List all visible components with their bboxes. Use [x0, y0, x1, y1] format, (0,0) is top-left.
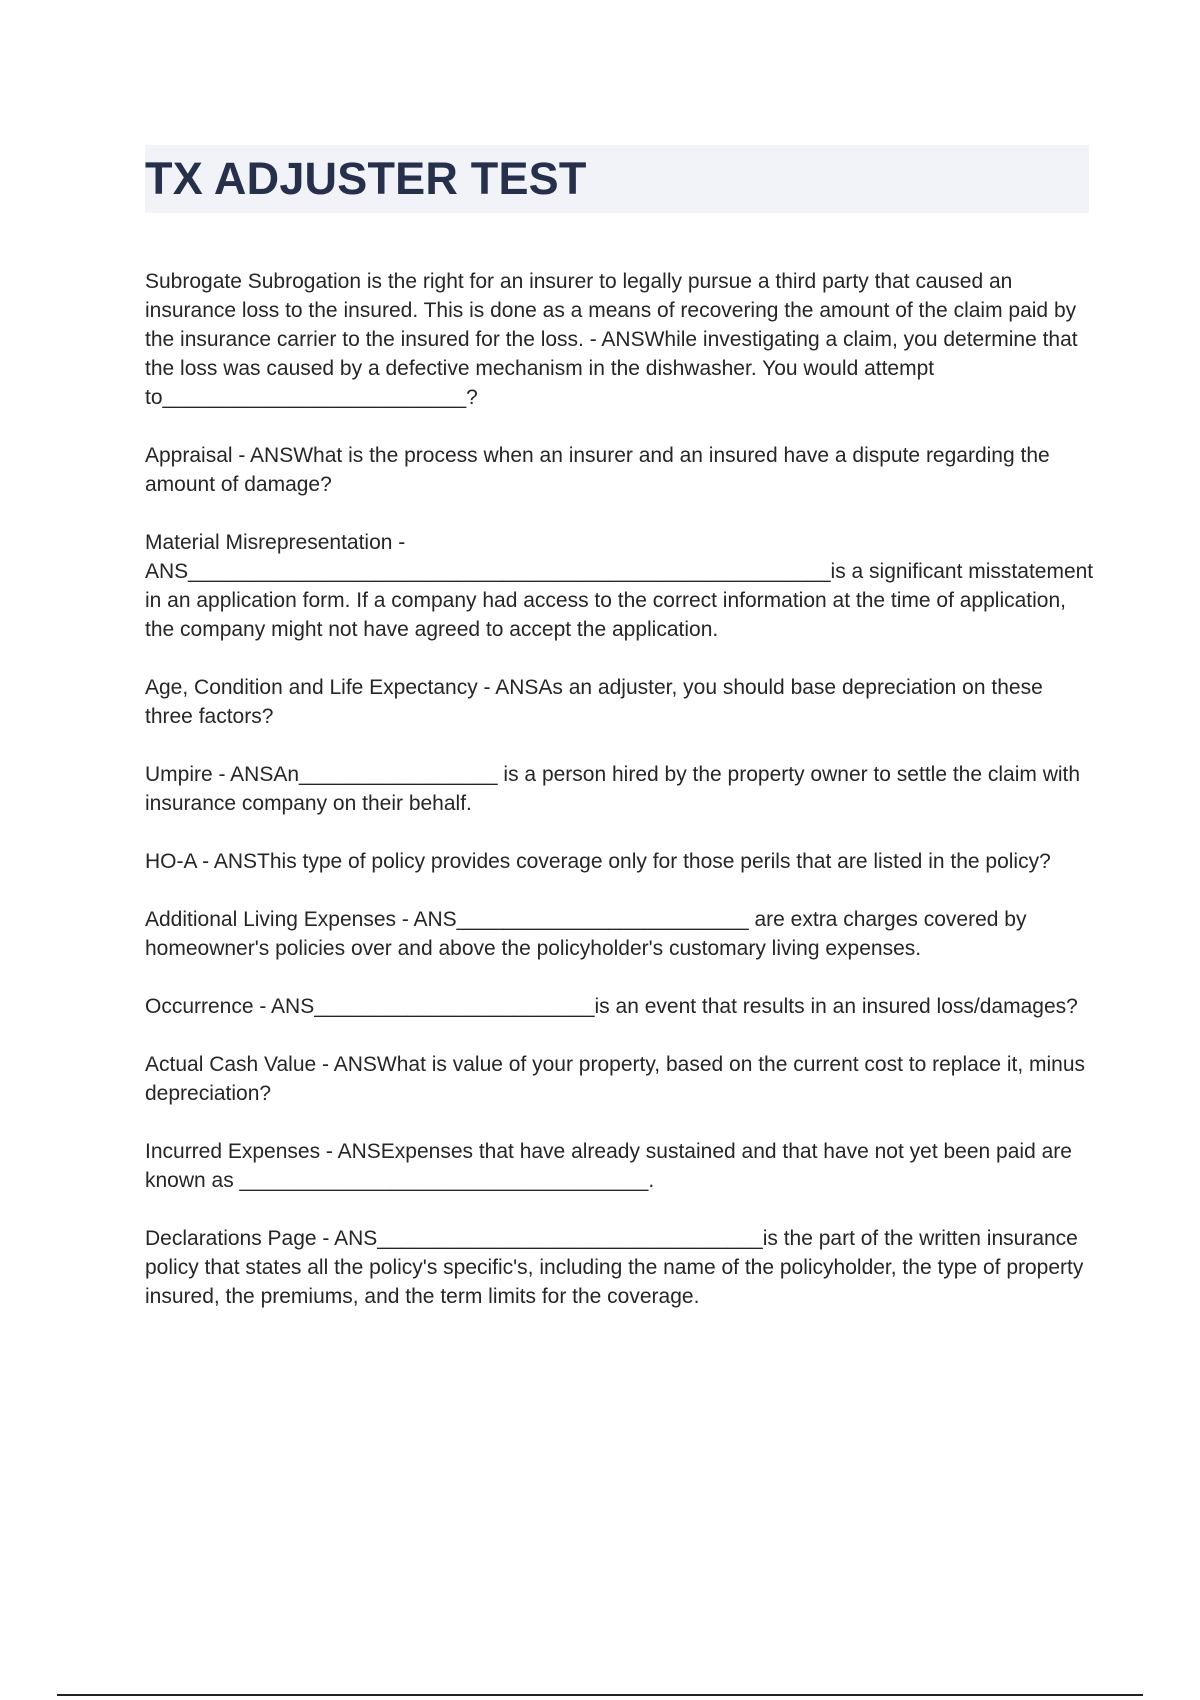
- title-band: [145, 145, 1089, 213]
- question-answer-entry: Subrogate Subrogation is the right for an insurer to legally pursue a third party that caused an insurance loss to the insured. This is done as a means of recovering the amount of the claim paid by the insurance carrier to the insured for the loss. - ANSWhile investigating a claim, you determine that the loss was caused by a defective mechanism in the dishwasher. You would attempt to__________________________?: [145, 270, 1078, 409]
- question-answer-entry: Age, Condition and Life Expectancy - ANSAs an adjuster, you should base depreciation on these three factors?: [145, 676, 1043, 728]
- question-answer-entry: Additional Living Expenses - ANS_________________________ are extra charges covered by homeowner's policies over and above the policyholder's customary living expenses.: [145, 908, 1027, 960]
- question-answer-entry: Umpire - ANSAn_________________ is a person hired by the property owner to settle the claim with insurance company on their behalf.: [145, 763, 1081, 815]
- question-answer-entry: Material Misrepresentation - ANS_______________________________________________________is a significant misstatement in an application form. If a company had access to the correct information at the time of application, the company might not have agreed to accept the application.: [145, 531, 1094, 641]
- question-answer-entry: HO-A - ANSThis type of policy provides coverage only for those perils that are listed in the policy?: [145, 850, 1051, 873]
- question-answer-entry: Occurrence - ANS________________________is an event that results in an insured loss/damages?: [145, 995, 1078, 1018]
- question-answer-entry: Declarations Page - ANS_________________________________is the part of the written insurance policy that states all the policy's specific's, including the name of the policyholder, the type of property insured, the premiums, and the term limits for the coverage.: [145, 1227, 1084, 1308]
- question-answer-entry: Appraisal - ANSWhat is the process when an insurer and an insured have a dispute regarding the amount of damage?: [145, 444, 1050, 496]
- question-answer-entry: Actual Cash Value - ANSWhat is value of your property, based on the current cost to replace it, minus depreciation?: [145, 1053, 1086, 1105]
- question-list: [145, 267, 1095, 1340]
- page-title: TX ADJUSTER TEST: [145, 153, 587, 204]
- question-answer-entry: Incurred Expenses - ANSExpenses that have already sustained and that have not yet been paid are known as ___________________________________.: [145, 1140, 1072, 1192]
- bottom-divider: [57, 1694, 1143, 1696]
